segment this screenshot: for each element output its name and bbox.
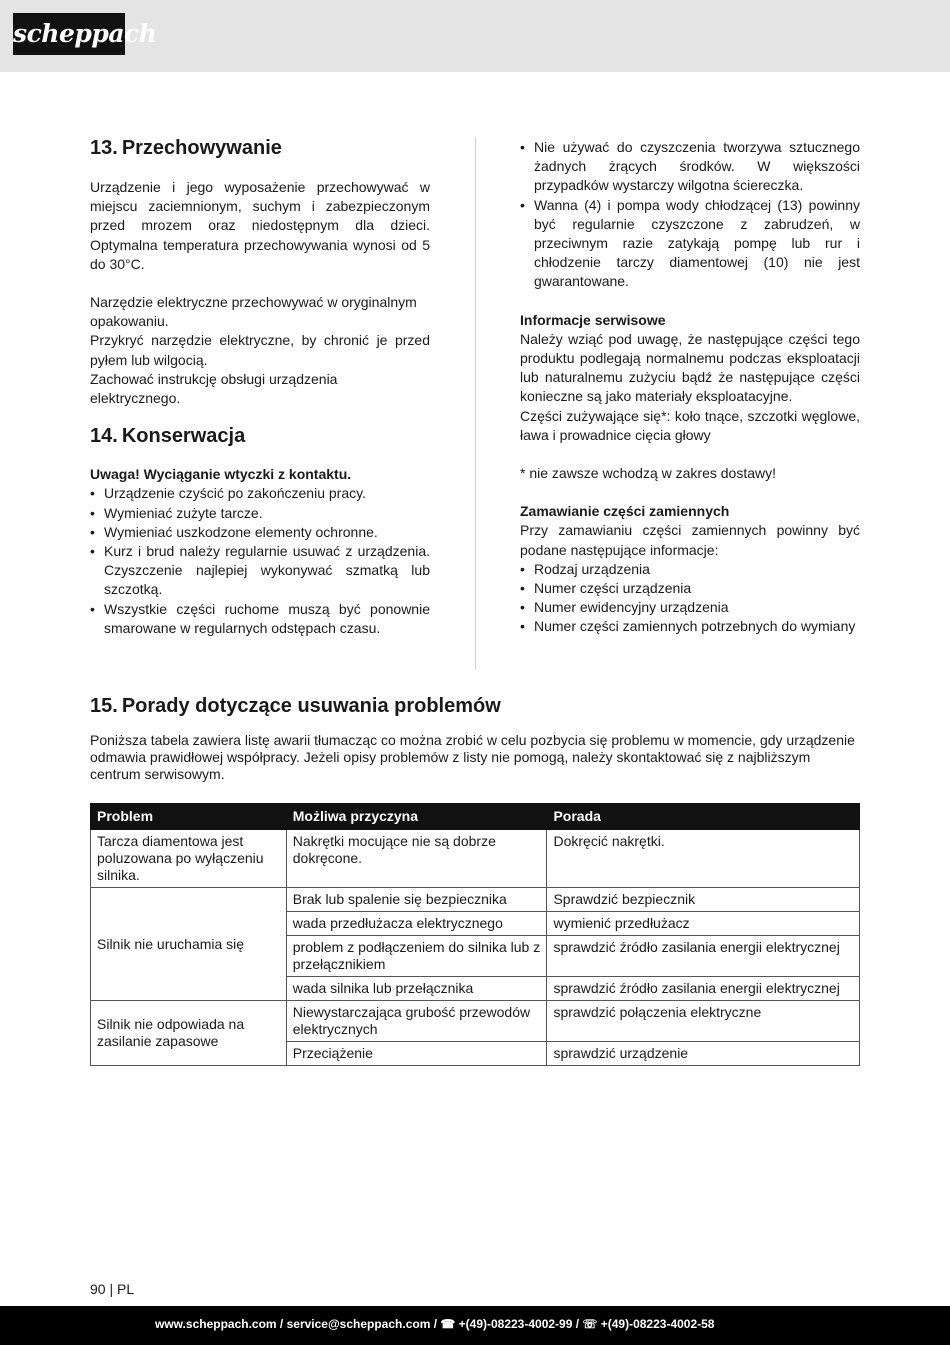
section-number: 15. [90,695,118,717]
storage-manual-text: Zachować instrukcję obsługi urządzenia elektrycznego. [90,370,338,407]
problem-cell: Silnik nie odpowiada na zasilanie zapasowe [91,1001,287,1066]
storage-packaging-text: Narzędzie elektryczne przechowywać w oryginalnym opakowaniu. [90,294,417,330]
column-divider [475,137,476,669]
storage-cover-text: Przykryć narzędzie elektryczne, by chronić je przed pyłem lub wilgocią. [90,332,430,368]
left-column [90,136,430,638]
section-13-heading [90,136,430,160]
problem-cell: Tarcza diamentowa jest poluzowana po wyłączeniu silnika. [91,830,287,888]
section-title: Konserwacja [121,425,246,448]
page-number: 90 | PL [90,1281,135,1297]
remedy-cell: wymienić przedłużacz [547,912,860,936]
remedy-cell: sprawdzić źródło zasilania energii elektrycznej [547,936,860,977]
service-paragraph: Należy wziąć pod uwagę, że następujące części tego produktu podlegają normalnemu podczas eksploatacji lub naturalnemu zużyciu bądź że następujące części konieczne są jako materiały eksploatacyjne. [520,330,860,405]
list-item: • Wszystkie części ruchome muszą być ponownie smarowane w regularnych odstępach czasu. [90,600,430,638]
remedy-cell: sprawdzić urządzenie [547,1042,860,1066]
remedy-cell: sprawdzić źródło zasilania energii elektrycznej [547,977,860,1001]
table-row [91,1001,860,1042]
remedy-cell: Dokręcić nakrętki. [547,830,860,888]
maintenance-list [90,484,430,638]
right-column [520,138,860,637]
list-item: • Rodzaj urządzenia [520,560,860,579]
troubleshooting-section [90,694,860,783]
list-item: • Nie używać do czyszczenia tworzywa sztucznego żadnych żrących środków. W większości przypadków wystarczy wilgotna ściereczka. [520,138,860,196]
list-item: • Urządzenie czyścić po zakończeniu pracy. [90,484,430,503]
list-item: • Numer części urządzenia [520,579,860,598]
spare-parts-list [520,560,860,637]
list-item: • Wanna (4) i pompa wody chłodzącej (13) powinny być regularnie czyszczone z zabrudzeń, w przeciwnym razie zatykają pompę lub rur i chłodzenie tarczy diamentowej (10) nie jest gwarantowane. [520,196,860,292]
storage-paragraph: Urządzenie i jego wyposażenie przechowywać w miejscu zaciemnionym, suchym i zabezpieczonym przed mrozem oraz niedostępnym dla dzieci. Optymalna temperatura przechowywania wynosi od 5 do 30°C. [90,179,430,272]
list-item: • Numer części zamiennych potrzebnych do wymiany [520,617,860,636]
list-item: • Wymieniać zużyte tarcze. [90,504,430,523]
page-header [0,0,950,72]
brand-logo: scheppach [13,13,125,55]
maintenance-warning: Uwaga! Wyciąganie wtyczki z kontaktu. [90,466,352,483]
delivery-note: * nie zawsze wchodzą w zakres dostawy! [520,465,776,482]
table-header-row [91,804,860,830]
column-header: Możliwa przyczyna [286,804,547,830]
list-item: • Wymieniać uszkodzone elementy ochronne. [90,523,430,542]
table-row [91,888,860,912]
problem-cell: Silnik nie uruchamia się [91,888,287,1001]
cause-cell: problem z podłączeniem do silnika lub z przełącznikiem [286,936,547,977]
spare-parts-heading: Zamawianie części zamiennych [520,503,730,520]
cause-cell: wada silnika lub przełącznika [286,977,547,1001]
section-title: Przechowywanie [121,137,282,159]
cause-cell: wada przedłużacza elektrycznego [286,912,547,936]
section-number: 13. [90,137,118,159]
cause-cell: Niewystarczająca grubość przewodów elektrycznych [286,1001,547,1042]
list-item: • Numer ewidencyjny urządzenia [520,598,860,617]
cause-cell: Brak lub spalenie się bezpiecznika [286,888,547,912]
section-15-heading [90,694,860,718]
cause-cell: Przeciążenie [286,1042,547,1066]
footer-bar [0,1306,950,1345]
cause-cell: Nakrętki mocujące nie są dobrze dokręcone. [286,830,547,888]
remedy-cell: sprawdzić połączenia elektryczne [547,1001,860,1042]
list-item: • Kurz i brud należy regularnie usuwać z urządzenia. Czyszczenie najlepiej wykonywać szmatką lub szczotką. [90,542,430,600]
remedy-cell: Sprawdzić bezpiecznik [547,888,860,912]
troubleshooting-table [90,803,860,1066]
troubleshooting-intro: Poniższa tabela zawiera listę awarii tłumacząc co można zrobić w celu pozbycia się problemu w momencie, gdy urządzenie odmawia prawidłowej współpracy. Jeżeli opisy problemów z listy nie pomogą, należy skontaktować się z najbliższym centrum serwisowym. [90,732,855,782]
maintenance-list-continued [520,138,860,292]
section-14-heading [90,424,430,448]
service-heading: Informacje serwisowe [520,311,666,328]
section-title: Porady dotyczące usuwania problemów [121,695,501,717]
footer-contact-info: www.scheppach.com / service@scheppach.com / ☎ +(49)-08223-4002-99 / ☏ +(49)-08223-4002-58 [155,1317,715,1331]
column-header: Porada [547,804,860,830]
wear-parts-text: Części zużywające się*: koło tnące, szczotki węglowe, ława i prowadnice cięcia głowy [520,407,860,443]
spare-parts-intro: Przy zamawianiu części zamiennych powinny być podane następujące informacje: [520,522,860,558]
table-row [91,830,860,888]
section-number: 14. [90,425,118,448]
column-header: Problem [91,804,287,830]
